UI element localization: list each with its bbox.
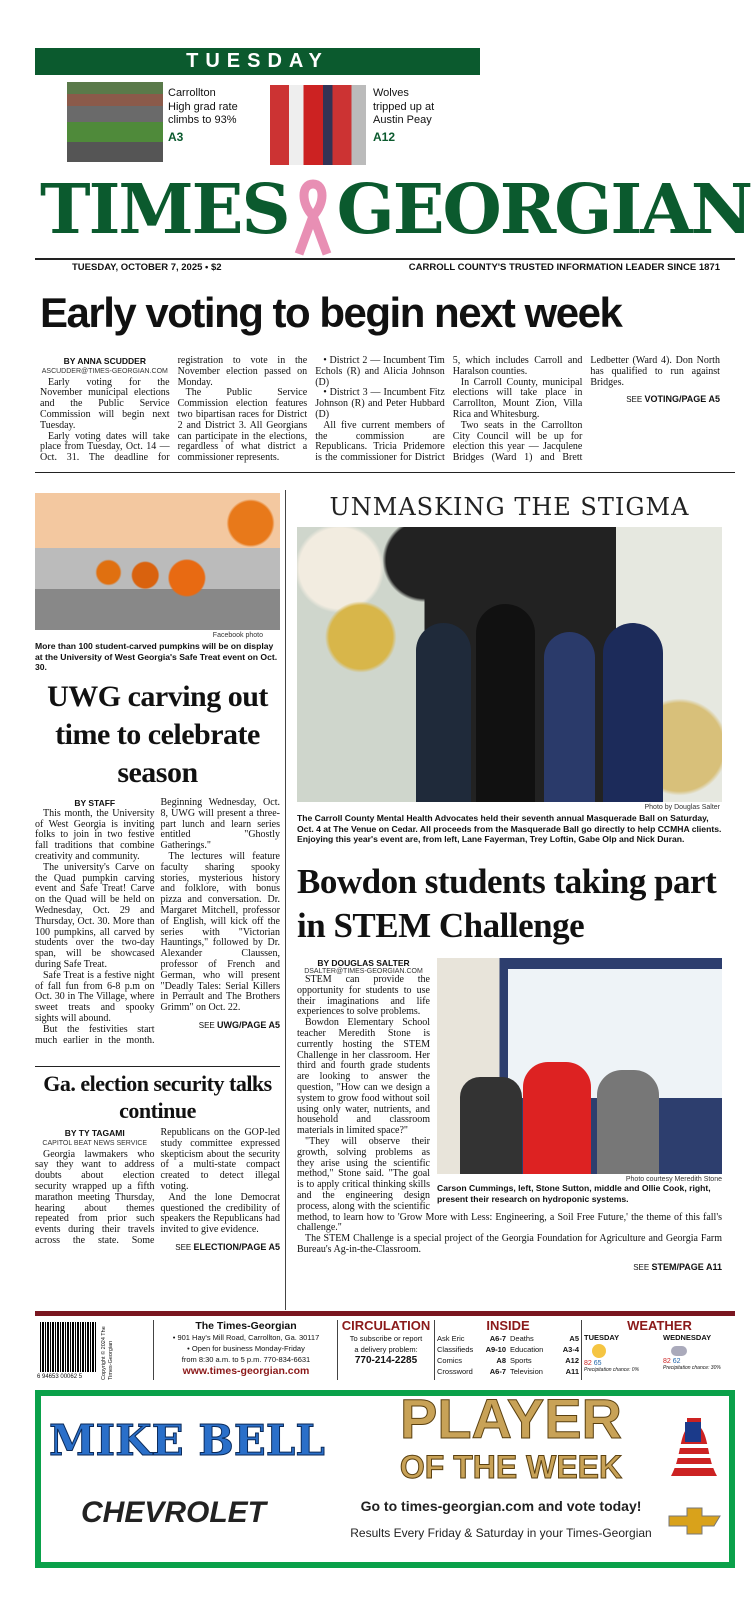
index-label: Deaths <box>510 1334 534 1343</box>
high-temp: 82 <box>663 1358 671 1365</box>
byline: BY STAFF <box>74 798 116 808</box>
security-article-body <box>35 1128 280 1254</box>
paragraph: Bowdon Elementary School teacher Meredith Stone is currently hosting the STEM Challenge in her classroom. Her third and fourth grade students are looking to answer the question, "How can we design a system to grow food without soil using only water, nutrients, and household and classroom materials in limited space?" <box>297 1017 430 1137</box>
masthead-left: TIMES <box>40 170 289 250</box>
index-label: Television <box>510 1367 543 1376</box>
see-ref: VOTING/PAGE A5 <box>644 394 720 405</box>
index-page: A11 <box>565 1367 579 1376</box>
teaser-graduation[interactable] <box>168 87 240 144</box>
copyright: Copyright © 2024 The Times-Georgian <box>101 1326 114 1380</box>
paragraph: The Public Service Commission election features two bipartisan races for District 2 and District 3. All Georgians can participate in the elections, regardless of what district a commissioner represents. <box>177 387 308 464</box>
low-temp: 65 <box>593 1360 602 1367</box>
paragraph: Georgia lawmakers who say they want to address doubts about election security wrapped up a fifth marathon meeting Thursday, hearing about themes repeated from prior such events during their travels across the state. Some Republicans on the GOP-led study committee expressed skepticism about the security of a multi-state compact created to detect illegal voting. <box>35 1127 280 1246</box>
paragraph-text: and Georgia Farm Bureau's Ag-in-the-Classroom. <box>297 1233 723 1255</box>
index-page: A6-7 <box>489 1367 506 1376</box>
hours-phone: from 8:30 a.m. to 5 p.m. 770-834-6631 <box>181 1355 311 1364</box>
index-label: Sports <box>510 1356 532 1365</box>
inside-index-item[interactable] <box>437 1355 506 1366</box>
footer-divider <box>35 1311 735 1316</box>
see-ref: ELECTION/PAGE A5 <box>193 1241 280 1252</box>
see-voting-link[interactable] <box>590 394 720 406</box>
divider <box>35 258 735 260</box>
index-label: Comics <box>437 1356 463 1365</box>
edition-day-banner: TUESDAY <box>35 48 480 75</box>
uwg-article-body <box>35 798 280 1046</box>
see-ref: STEM/PAGE A11 <box>651 1261 722 1272</box>
ad-subtitle: OF THE WEEK <box>399 1449 623 1485</box>
inside-index-item[interactable] <box>510 1355 579 1366</box>
precip-chance: Precipitation chance: 30% <box>663 1365 721 1371</box>
see-prefix: SEE <box>198 1020 215 1030</box>
pink-ribbon-icon <box>289 160 337 260</box>
paragraph: The lectures will feature faculty sharing spooky stories, mysterious history and folklore, with bonus pizza and conversation. Dr. Margaret Mitchell, professor of English, will kick off the series with "Victorian Hauntings," followed by Dr. Alexander Claussen, professor of French and German, who will present "Deadly Tales: Serial Killers in Perrault and The Brothers Grimm" on Oct. 22. <box>160 850 280 1014</box>
see-election-link[interactable] <box>161 1242 281 1254</box>
teaser-text: Carrollton High grad rate climbs to 93% <box>168 87 238 126</box>
paragraph: Two seats in the Carrollton City Council will be up for election this year — Jacqulene Bridges (Ward 1) and Brett Ledbetter (Ward 4). Don North has qualified to run against Bridges. <box>452 355 720 464</box>
photo-caption: The Carroll County Mental Health Advocates held their seventh annual Masquerade Ball on Saturday, Oct. 4 at The Venue on Cedar. All proceeds from the Masquerade Ball go directly to help CCMHA clients. Enjoying this year's event are, from left, Lane Fayerman, Trey Loftin, Gabe Olp and Nick Duran. <box>297 813 722 844</box>
index-page: A12 <box>565 1356 579 1365</box>
paragraph: Early voting dates will take place from Tuesday, Oct. 14 — Oct. 31. The deadline for registration to vote in the November election passed on Monday. <box>40 355 308 464</box>
ad-dealer-brand: CHEVROLET <box>81 1496 267 1529</box>
weather-day: WEDNESDAY <box>663 1333 712 1342</box>
inside-index-item[interactable] <box>437 1366 506 1377</box>
paragraph: The university's Carve on the Quad pumpkin carving event and Safe Treat! Carve on the Quad will be held on Wednesday, Oct. 29 and Thursday, Oct. 30. More than 100 pumpkins, all carved by students over the two-day span, will be showcased during Safe Treat. <box>35 861 155 970</box>
ad-title: PLAYER <box>399 1387 622 1450</box>
rain-cloud-icon <box>671 1346 687 1356</box>
barcode-number: 6 94653 00062 5 <box>37 1374 83 1380</box>
stem-headline[interactable]: Bowdon students taking part in STEM Challenge <box>297 862 717 945</box>
index-page: A9-10 <box>485 1345 506 1354</box>
paragraph: • District 3 — Incumbent Fitz Johnson (R) and Peter Hubbard (D) <box>315 387 445 420</box>
dateline-date: TUESDAY, OCTOBER 7, 2025 • $2 <box>72 262 222 273</box>
stem-photo[interactable] <box>437 958 722 1174</box>
weather-day: TUESDAY <box>584 1333 620 1342</box>
dateline-tagline: CARROLL COUNTY'S TRUSTED INFORMATION LEADER SINCE 1871 <box>408 262 720 273</box>
paragraph <box>297 1234 722 1256</box>
mike-bell-chevrolet-ad[interactable] <box>35 1387 735 1568</box>
hours: • Open for business Monday-Friday <box>187 1344 305 1353</box>
index-page: A6-7 <box>489 1334 506 1343</box>
address: • 901 Hay's Mill Road, Carrollton, Ga. 30117 <box>172 1333 320 1342</box>
stem-photo-block <box>437 958 722 1204</box>
teaser-page: A3 <box>168 129 184 144</box>
barcode <box>40 1322 96 1372</box>
paragraph: But the festivities start much earlier in the month. Beginning Wednesday, Oct. 8, UWG will present a three-part lunch and learn series entitled "Ghostly Gatherings." <box>35 797 280 1046</box>
lead-headline[interactable]: Early voting to begin next week <box>40 289 622 336</box>
ad-note: Results Every Friday & Saturday in your Times-Georgian <box>350 1526 652 1540</box>
paper-name: The Times-Georgian <box>195 1320 297 1332</box>
column-divider <box>285 490 286 1310</box>
news-source: CAPITOL BEAT NEWS SERVICE <box>42 1139 148 1147</box>
masquerade-photo[interactable] <box>297 527 722 802</box>
chevrolet-bowtie-icon <box>667 1506 722 1541</box>
teaser-photo-graduation[interactable] <box>67 82 163 162</box>
index-label: Education <box>510 1345 544 1354</box>
uwg-headline[interactable]: UWG carving out time to celebrate season <box>47 680 268 789</box>
circulation-text: To subscribe or report <box>349 1334 423 1343</box>
index-label: Ask Eric <box>437 1334 465 1343</box>
liberty-bell-flag-icon <box>669 1416 719 1491</box>
teaser-football[interactable] <box>373 87 445 144</box>
circulation-title: CIRCULATION <box>341 1318 431 1333</box>
index-page: A5 <box>569 1334 579 1343</box>
sun-icon <box>592 1344 606 1358</box>
stigma-headline[interactable]: UNMASKING THE STIGMA <box>329 493 690 521</box>
paragraph: Early voting for the November municipal elections and the Public Service Commission will begin next Tuesday. <box>40 376 170 431</box>
teaser-page: A12 <box>373 129 396 144</box>
see-stem-link[interactable] <box>297 1262 722 1272</box>
byline: BY DOUGLAS SALTER <box>317 958 410 968</box>
paragraph: This month, the University of West Georgia is inviting folks to join in two festive fall traditions that combine creativity and community. <box>35 807 155 862</box>
circulation-text: a delivery problem: <box>354 1345 418 1354</box>
see-prefix: SEE <box>626 395 643 405</box>
paragraph: • District 2 — Incumbent Tim Echols (R) and Alicia Johnson (D) <box>315 355 445 388</box>
teaser-text: Wolves tripped up at Austin Peay <box>373 87 435 126</box>
see-uwg-link[interactable] <box>161 1020 281 1032</box>
stem-article <box>297 958 722 1272</box>
ad-cta[interactable]: Go to times-georgian.com and vote today! <box>360 1498 642 1514</box>
photo-caption: Carson Cummings, left, Stone Sutton, middle and Ollie Cook, right, present their research on hydroponic systems. <box>437 1183 711 1204</box>
pumpkin-photo[interactable] <box>35 493 280 630</box>
paragraph: In Carroll County, municipal elections will take place in Carrollton, Mount Zion, Villa Rica and Whitesburg. <box>452 376 583 420</box>
author-email[interactable]: DSALTER@TIMES-GEORGIAN.COM <box>304 968 423 975</box>
inside-title: INSIDE <box>486 1318 530 1333</box>
see-prefix: SEE <box>633 1262 650 1272</box>
photo-credit: Photo by Douglas Salter <box>644 804 720 811</box>
photo-credit: Facebook photo <box>212 632 263 639</box>
paragraph: STEM can provide the opportunity for students to use their imaginations and life experiences to solve problems. <box>297 974 430 1018</box>
precip-chance: Precipitation chance: 0% <box>584 1367 640 1373</box>
inside-index-item[interactable] <box>510 1333 579 1344</box>
index-label: Classifieds <box>437 1345 474 1354</box>
lead-article-body <box>40 356 720 464</box>
inside-index-item[interactable] <box>510 1344 579 1355</box>
paragraph: All five current members of the commission are Republicans. Tricia Pridemore is the commissioner for District 5, which includes Carroll and Haralson counties. <box>315 355 583 464</box>
paragraph-text: theme of this fall's challenge." <box>297 1211 723 1234</box>
weather-day-wednesday <box>663 1333 735 1373</box>
index-page: A8 <box>496 1356 506 1365</box>
paragraph: And the lone Democrat questioned the credibility of speakers the Republicans had invited to give evidence. <box>160 1191 280 1236</box>
paragraph: Safe Treat is a festive night of fall fun from 6-8 p.m on Oct. 30 in The Village, where sweet treats and spooky sights will abound. <box>35 969 155 1024</box>
byline: BY TY TAGAMI <box>64 1128 125 1138</box>
teaser-photo-football[interactable] <box>270 85 366 165</box>
ad-dealer-name: MIKE BELL <box>49 1416 325 1465</box>
author-email[interactable]: ASCUDDER@TIMES-GEORGIAN.COM <box>41 367 168 375</box>
divider <box>35 1066 280 1067</box>
byline: BY ANNA SCUDDER <box>63 356 146 366</box>
inside-index-item[interactable] <box>510 1366 579 1377</box>
masthead-right: GEORGIAN <box>336 170 752 250</box>
circulation-phone[interactable]: 770-214-2285 <box>354 1355 418 1366</box>
inside-index-item[interactable] <box>437 1344 506 1355</box>
low-temp: 62 <box>672 1358 681 1365</box>
photo-caption: More than 100 student-carved pumpkins will be on display at the University of West Georgia's Safe Treat event on Oct. 30. <box>35 641 278 672</box>
masthead-logo[interactable] <box>40 160 752 260</box>
weather-day-tuesday <box>584 1333 656 1373</box>
see-prefix: SEE <box>175 1242 192 1252</box>
weather-title: WEATHER <box>627 1318 692 1333</box>
index-label: Crossword <box>437 1367 473 1376</box>
footer-info <box>35 1320 735 1385</box>
photo-credit: Photo courtesy Meredith Stone <box>625 1176 722 1183</box>
divider <box>35 472 735 473</box>
inside-index-item[interactable] <box>437 1333 506 1344</box>
website-link[interactable]: www.times-georgian.com <box>182 1365 310 1377</box>
see-ref: UWG/PAGE A5 <box>216 1019 280 1030</box>
security-headline[interactable]: Ga. election security talks continue <box>43 1071 272 1123</box>
index-page: A3-4 <box>562 1345 579 1354</box>
paragraph-text: "They will observe their growth, solving problems as they arise using the scientific method," Stone said. "The goal is to apply critical thinking skills and the engineering design process, along with the scientific method, to learn how to 'Grow More with Less: Engineering, a Soil Free Future,' the <box>297 1135 644 1223</box>
high-temp: 82 <box>584 1360 592 1367</box>
paragraph-text: The STEM Challenge is a special project of the Georgia Foundation for Agriculture <box>305 1233 646 1245</box>
